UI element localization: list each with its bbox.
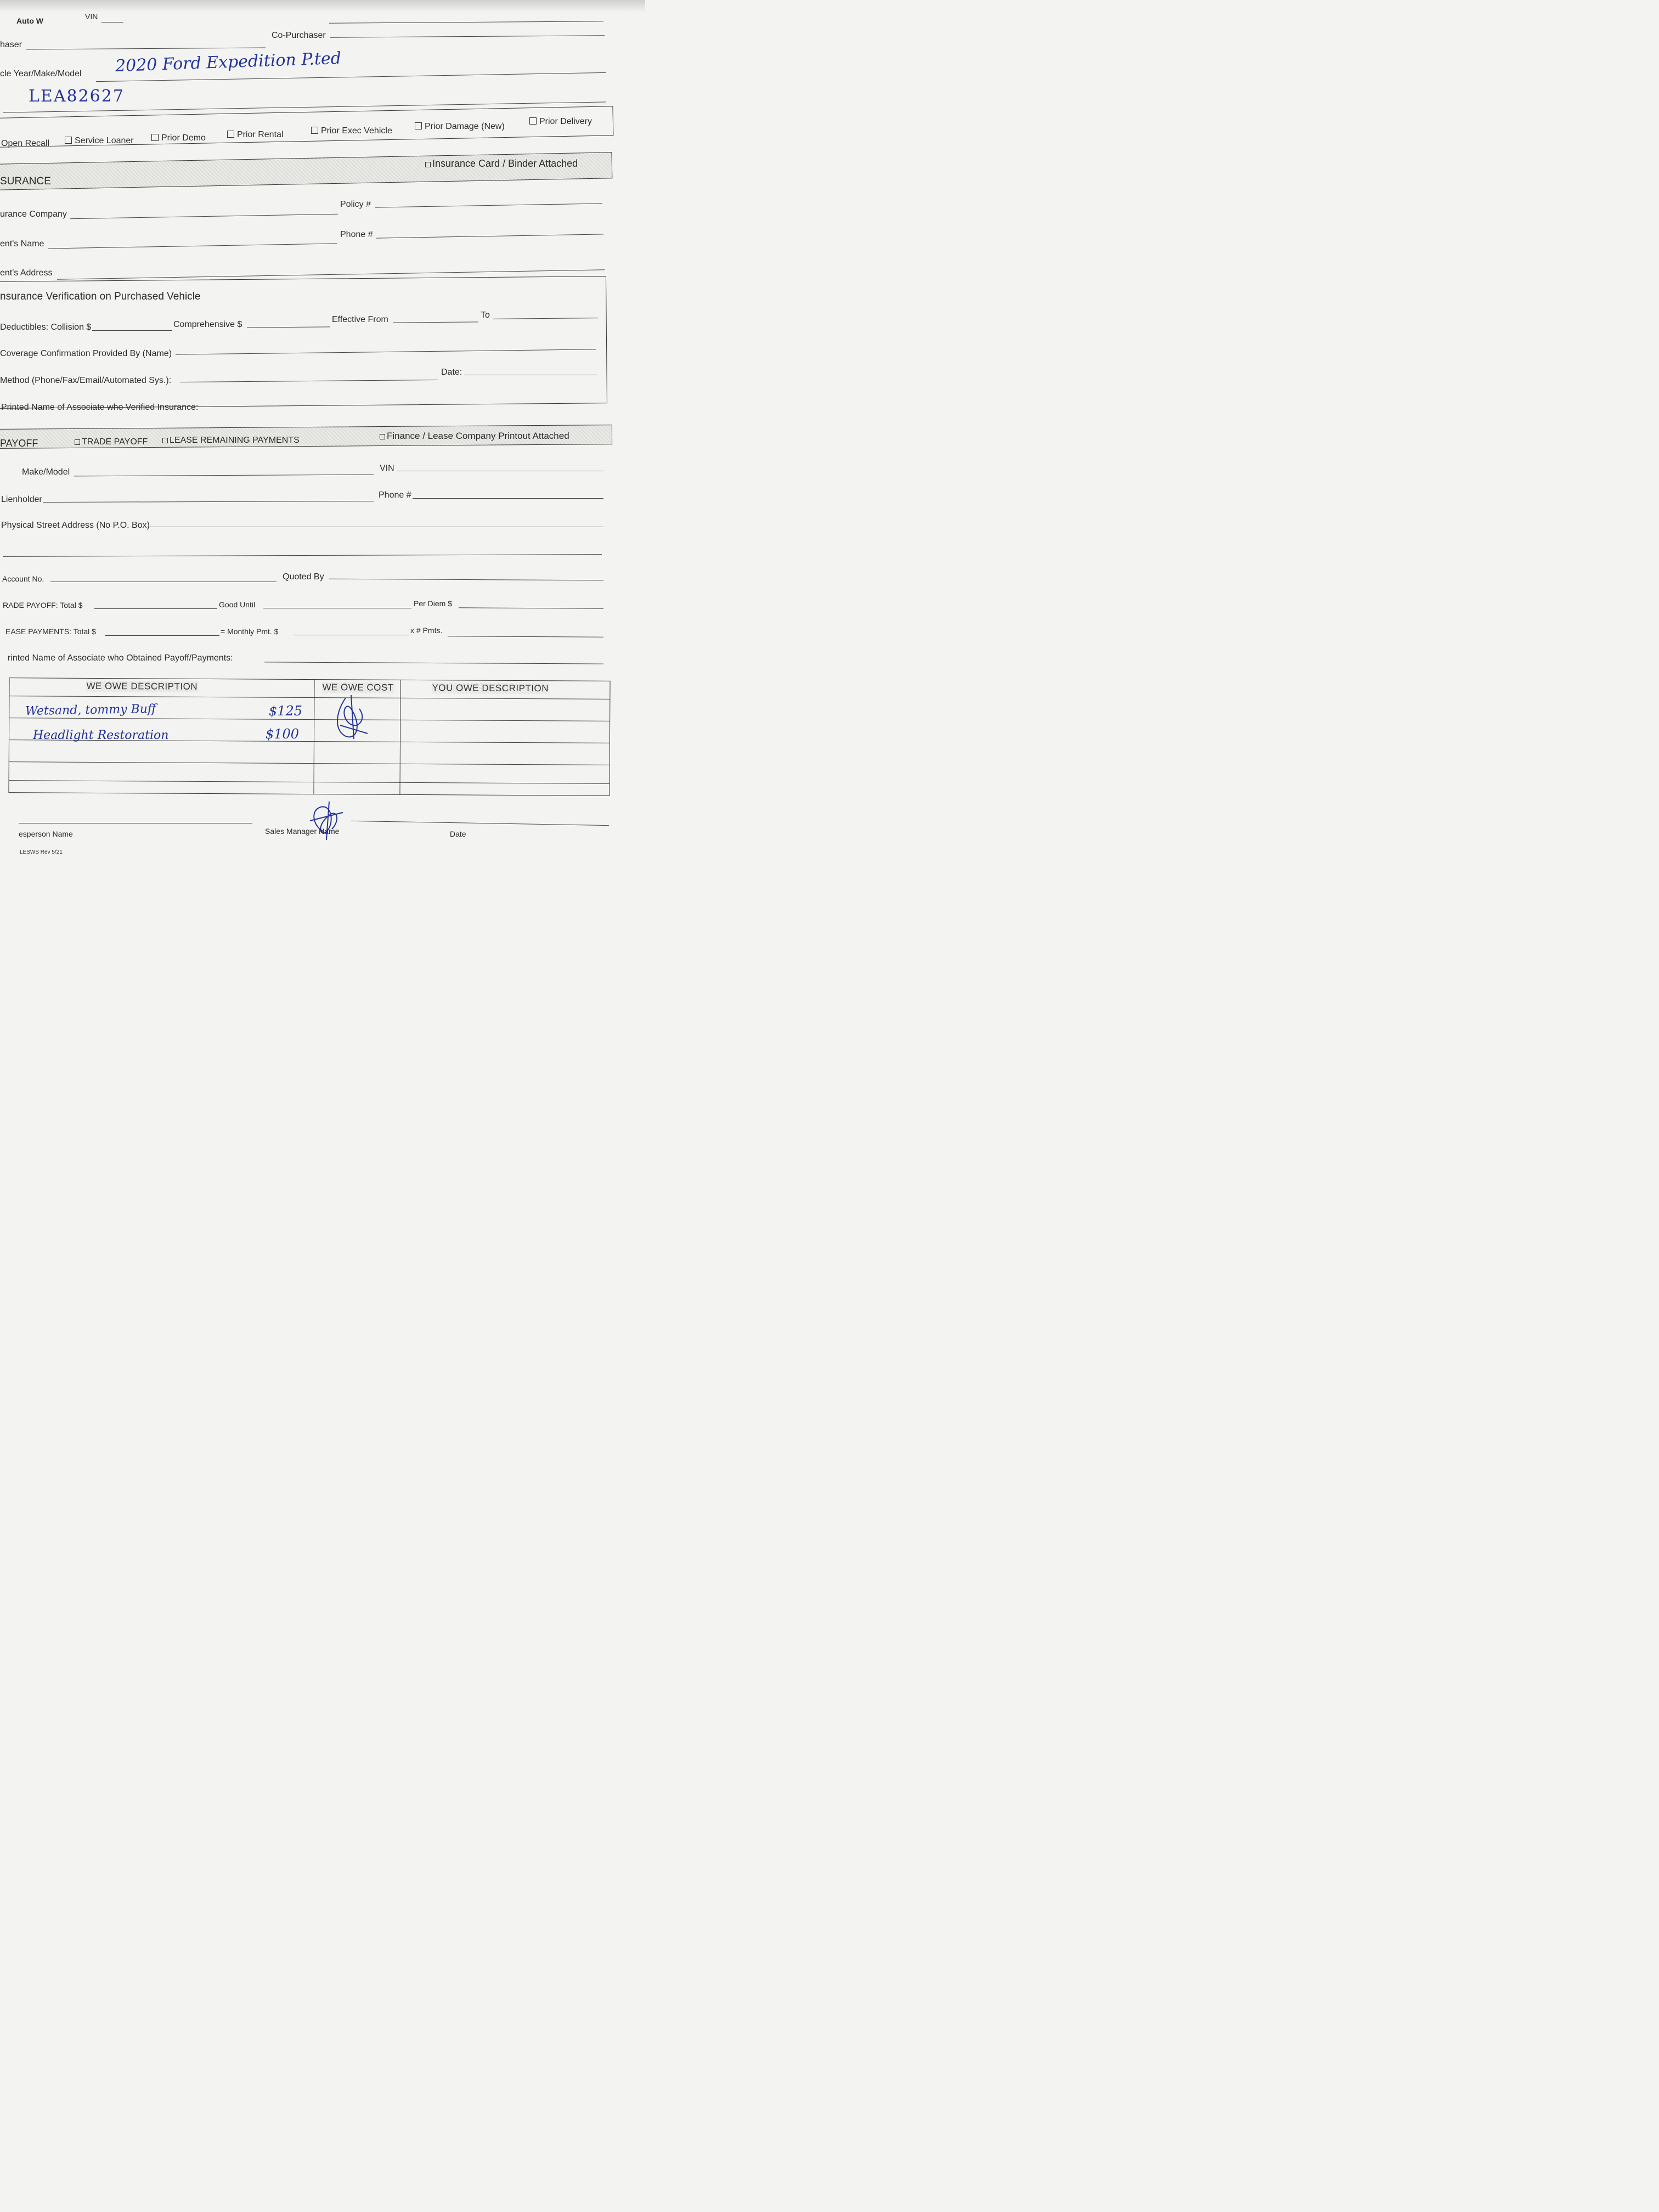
- deal-form-page: [0, 0, 645, 860]
- table-row: [9, 761, 610, 765]
- prior-rental-label: Prior Rental: [237, 130, 284, 139]
- checkbox-icon: [75, 439, 80, 445]
- effective-from-label: Effective From: [332, 315, 388, 324]
- address-line-2: [3, 554, 602, 557]
- service-loaner-label: Service Loaner: [75, 136, 134, 145]
- initials-scribble: [329, 692, 373, 742]
- payoff-make-line: [74, 475, 374, 477]
- lease-remaining-checkbox[interactable]: [162, 436, 300, 445]
- trade-payoff-label: TRADE PAYOFF: [82, 437, 148, 447]
- account-label: Account No.: [2, 574, 44, 583]
- checkbox-icon: [65, 137, 72, 144]
- table-row: [9, 696, 610, 699]
- insurance-company-label: urance Company: [0, 210, 67, 219]
- agent-name-label: ent's Name: [0, 239, 44, 249]
- insurance-card-checkbox[interactable]: [425, 158, 578, 170]
- quoted-by-label: Quoted By: [283, 572, 324, 582]
- lienholder-phone-label: Phone #: [379, 490, 411, 500]
- checkbox-icon: [311, 127, 318, 134]
- payoff-obtained-line: [264, 662, 603, 664]
- auto-label: Auto W: [16, 16, 43, 25]
- service-loaner-checkbox[interactable]: [65, 136, 134, 146]
- monthly-label: = Monthly Pmt. $: [221, 627, 279, 636]
- salesperson-label: esperson Name: [19, 830, 73, 838]
- deductibles-label: Deductibles: Collision $: [0, 323, 92, 332]
- agent-phone-line: [376, 234, 603, 238]
- method-label: Method (Phone/Fax/Email/Automated Sys.):: [0, 376, 172, 385]
- trade-total-line: [94, 608, 217, 609]
- prior-delivery-label: Prior Delivery: [539, 117, 592, 126]
- top-shadow: [0, 0, 645, 12]
- agent-address-label: ent's Address: [0, 268, 53, 278]
- stock-handwritten: LEA82627: [29, 87, 125, 106]
- printout-checkbox[interactable]: [380, 431, 569, 442]
- pmts-label: x # Pmts.: [410, 626, 443, 635]
- checkbox-icon: [415, 122, 422, 129]
- purchaser-line: [26, 47, 266, 49]
- collision-line: [92, 330, 172, 331]
- prior-damage-checkbox[interactable]: [415, 122, 505, 132]
- comprehensive-label: Comprehensive $: [173, 320, 242, 329]
- trade-payoff-checkbox[interactable]: [75, 437, 148, 447]
- prior-exec-label: Prior Exec Vehicle: [321, 126, 392, 136]
- vehicle-label: cle Year/Make/Model: [0, 69, 82, 78]
- lease-remaining-label: LEASE REMAINING PAYMENTS: [170, 436, 300, 445]
- checkbox-icon: [162, 438, 168, 443]
- prior-damage-label: Prior Damage (New): [425, 122, 505, 131]
- rev-label: LESWS Rev 5/21: [20, 849, 63, 855]
- we-owe-row-2-amount: $100: [266, 726, 300, 742]
- policy-line: [375, 203, 602, 207]
- prior-exec-checkbox[interactable]: [311, 126, 392, 136]
- we-owe-desc-header: WE OWE DESCRIPTION: [86, 680, 198, 692]
- payoff-header: PAYOFF: [0, 438, 38, 449]
- lienholder-line: [43, 501, 374, 503]
- insurance-company-line: [70, 214, 338, 219]
- payoff-vin-label: VIN: [380, 464, 394, 473]
- date-label: Date: [450, 830, 466, 838]
- top-right-line: [329, 21, 603, 23]
- prior-delivery-checkbox[interactable]: [529, 117, 592, 127]
- policy-label: Policy #: [340, 200, 371, 209]
- printout-label: Finance / Lease Company Printout Attached: [387, 431, 569, 441]
- open-recall-label: Open Recall: [1, 139, 50, 148]
- verified-by-label: Printed Name of Associate who Verified Insurance:: [1, 403, 199, 412]
- to-label: To: [481, 311, 490, 320]
- purchaser-label: haser: [0, 40, 22, 49]
- lienholder-phone-line: [413, 498, 603, 499]
- prior-rental-checkbox[interactable]: [227, 130, 283, 140]
- lienholder-label: Lienholder: [1, 495, 42, 504]
- checkbox-icon: [380, 434, 385, 439]
- verify-date-label: Date:: [441, 368, 462, 377]
- vehicle-handwritten: 2020 Ford Expedition P.ted: [115, 48, 342, 76]
- coverage-label: Coverage Confirmation Provided By (Name): [0, 349, 172, 358]
- good-until-label: Good Until: [219, 600, 256, 609]
- agent-phone-label: Phone #: [340, 230, 373, 239]
- quoted-by-line: [329, 579, 603, 581]
- table-row: [9, 718, 610, 721]
- lease-total-line: [105, 635, 219, 636]
- we-owe-row-1-desc: Wetsand, tommy Buff: [25, 702, 156, 719]
- you-owe-desc-header: YOU OWE DESCRIPTION: [432, 682, 549, 694]
- prior-demo-label: Prior Demo: [161, 133, 206, 143]
- checkbox-icon: [425, 162, 431, 167]
- we-owe-row-1-amount: $125: [269, 703, 303, 719]
- vin-label: VIN: [85, 12, 98, 21]
- checkbox-icon: [529, 117, 537, 125]
- agent-name-line: [48, 243, 337, 249]
- insurance-card-label: Insurance Card / Binder Attached: [432, 158, 578, 169]
- street-address-label: Physical Street Address (No P.O. Box): [1, 521, 150, 530]
- manager-signature: [304, 799, 348, 843]
- insurance-header: SURANCE: [0, 176, 51, 187]
- per-diem-line: [459, 607, 603, 608]
- we-owe-cost-header: WE OWE COST: [322, 682, 394, 693]
- manager-label: Sales Manager Name: [265, 827, 340, 836]
- table-row: [9, 780, 610, 784]
- manager-line: [351, 821, 609, 826]
- checkbox-icon: [227, 131, 234, 138]
- pmts-line: [448, 636, 603, 637]
- we-owe-row-2-desc: Headlight Restoration: [33, 729, 169, 742]
- per-diem-label: Per Diem $: [414, 599, 453, 608]
- payoff-obtained-label: rinted Name of Associate who Obtained Payoff/Payments:: [8, 653, 233, 663]
- copurchaser-label: Co-Purchaser: [272, 31, 326, 40]
- verification-title: nsurance Verification on Purchased Vehicle: [0, 291, 201, 302]
- prior-demo-checkbox[interactable]: [151, 133, 206, 143]
- payoff-make-label: Make/Model: [22, 467, 70, 477]
- checkbox-icon: [151, 134, 159, 141]
- trade-total-label: RADE PAYOFF: Total $: [3, 601, 83, 610]
- lease-total-label: EASE PAYMENTS: Total $: [5, 627, 96, 636]
- copurchaser-line: [330, 35, 605, 37]
